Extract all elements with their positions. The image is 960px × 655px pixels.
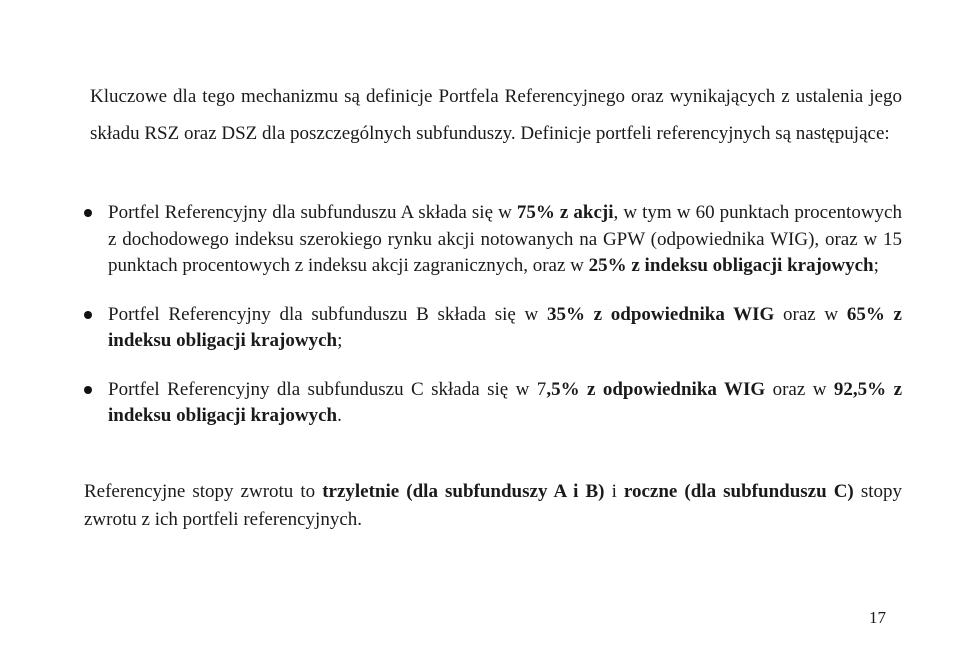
closing-text: Referencyjne stopy zwrotu to [84,481,323,502]
list-item-subfund-c [82,377,902,430]
bullet-bold-text: 35% z odpowiednika WIG [546,303,775,325]
bullet-text: . [337,405,342,426]
bullet-bold-text: 25% z indeksu obligacji krajowych [588,255,874,276]
intro-paragraph: Kluczowe dla tego mechanizmu są definicje Portfela Referencyjnego oraz wynikających z ustalenia jego składu RSZ oraz DSZ dla poszczególnych subfunduszy. Definicje portfeli referencyjnych są następujące: [90,86,902,144]
page-number: 17 [869,608,886,627]
bullet-icon [84,209,92,217]
bullet-bold-text: ,5% z odpowiednika WIG [546,378,766,400]
list-item-subfund-b [82,302,902,355]
bullet-text: oraz w [765,378,834,400]
list-item-subfund-a [82,200,902,280]
closing-text: i [604,481,624,502]
closing-text: stopy zwrotu z ich portfeli referencyjnych. [84,481,902,530]
bullet-text: , w tym w 60 punktach procentowych z dochodowego indeksu szerokiego rynku akcji notowanych na GPW (odpowiednika WIG), oraz w 15 punktach procentowych z indeksu akcji zagranicznych, oraz w [108,202,902,276]
bullet-text: oraz w [774,303,847,325]
bullet-bold-text: 65% z indeksu obligacji krajowych [108,303,902,351]
bullet-text: Portfel Referencyjny dla subfunduszu B składa się w [108,303,547,325]
bullet-text: Portfel Referencyjny dla subfunduszu C składa się w 7 [108,378,547,400]
bullet-bold-text: 75% z akcji [516,202,614,223]
closing-paragraph [84,478,902,534]
bullet-icon [84,311,92,319]
bullet-icon [84,386,92,394]
closing-bold-text: roczne (dla subfunduszu C) [623,481,854,502]
bullet-bold-text: 92,5% z indeksu obligacji krajowych [108,378,903,426]
bullet-text: ; [873,255,879,276]
bullet-text: ; [337,330,343,351]
bullet-text: Portfel Referencyjny dla subfunduszu A składa się w [108,202,517,223]
closing-bold-text: trzyletnie (dla subfunduszy A i B) [322,481,605,502]
portfolio-definitions-list [82,200,902,452]
